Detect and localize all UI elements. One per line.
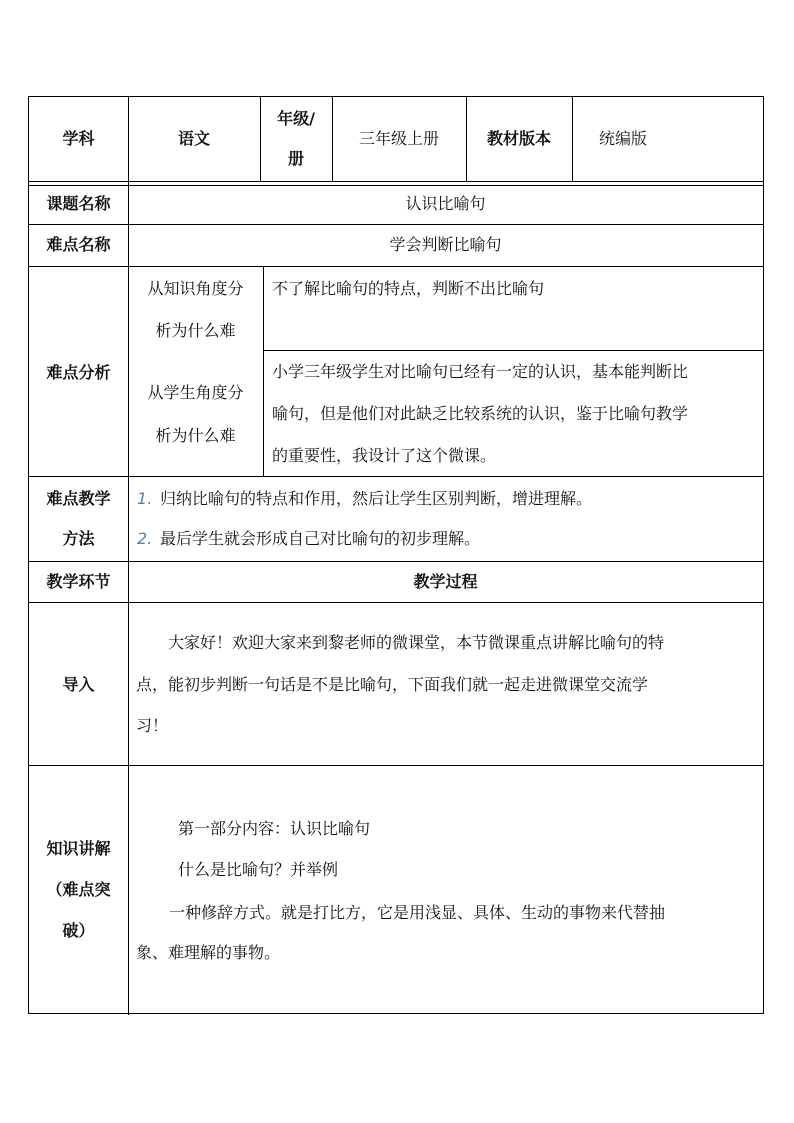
student-angle-label-line1: 从学生角度分 xyxy=(147,383,244,402)
student-angle-label-line2: 析为什么难 xyxy=(155,426,236,445)
row-divider xyxy=(29,185,763,186)
row-divider xyxy=(29,765,763,766)
edition-value: 统编版 xyxy=(599,129,648,148)
student-angle-text-line: 喻句，但是他们对此缺乏比较系统的认识，鉴于比喻句教学 xyxy=(272,404,689,423)
subject-label: 学科 xyxy=(62,129,95,148)
subject-value: 语文 xyxy=(177,129,210,148)
grade-label-line1: 年级/ xyxy=(277,109,315,128)
intro-text-line: 大家好！欢迎大家来到黎老师的微课堂，本节微课重点讲解比喻句的特 xyxy=(168,633,665,652)
method-item-text: 最后学生就会形成自己对比喻句的初步理解。 xyxy=(160,529,481,548)
method-item-number: 2. xyxy=(137,529,153,548)
row-divider xyxy=(29,476,763,477)
intro-text-line: 点，能初步判断一句话是不是比喻句，下面我们就一起走进微课堂交流学 xyxy=(136,675,649,694)
edition-label: 教材版本 xyxy=(486,129,551,148)
intro-text-line: 习！ xyxy=(136,716,169,735)
row-divider xyxy=(263,350,763,351)
row-divider xyxy=(29,602,763,603)
lesson-plan-table xyxy=(28,96,764,1014)
row-divider xyxy=(29,561,763,562)
difficulty-label: 难点名称 xyxy=(46,235,111,254)
knowledge-text-line: 一种修辞方式。就是打比方，它是用浅显、具体、生动的事物来代替抽 xyxy=(169,903,666,922)
knowledge-text-line: 第一部分内容：认识比喻句 xyxy=(178,819,371,838)
grade-value: 三年级上册 xyxy=(358,129,439,148)
knowledge-angle-text: 不了解比喻句的特点，判断不出比喻句 xyxy=(272,279,545,298)
row-divider xyxy=(29,224,763,225)
knowledge-text-line: 象、难理解的事物。 xyxy=(136,943,281,962)
method-item-text: 归纳比喻句的特点和作用，然后让学生区别判断，增进理解。 xyxy=(160,489,593,508)
method-label-line1: 难点教学 xyxy=(46,489,111,508)
student-angle-text-line: 的重要性，我设计了这个微课。 xyxy=(272,446,497,465)
grade-label-line2: 册 xyxy=(287,149,304,168)
knowledge-label-line2: （难点突 xyxy=(46,880,111,899)
row-divider xyxy=(29,266,763,267)
knowledge-text-line: 什么是比喻句？并举例 xyxy=(178,860,339,879)
method-item-number: 1. xyxy=(137,489,153,508)
analysis-label: 难点分析 xyxy=(46,363,111,382)
student-angle-text-line: 小学三年级学生对比喻句已经有一定的认识，基本能判断比 xyxy=(272,362,689,381)
intro-label: 导入 xyxy=(62,675,95,694)
knowledge-angle-label-line1: 从知识角度分 xyxy=(147,279,244,298)
row-divider xyxy=(29,181,763,182)
topic-value: 认识比喻句 xyxy=(405,194,486,213)
knowledge-angle-label-line2: 析为什么难 xyxy=(155,321,236,340)
knowledge-label-line1: 知识讲解 xyxy=(46,839,111,858)
column-divider xyxy=(572,97,573,181)
method-label-line2: 方法 xyxy=(62,529,95,548)
topic-label: 课题名称 xyxy=(46,194,111,213)
process-header: 教学过程 xyxy=(413,572,478,591)
column-divider xyxy=(263,266,264,476)
difficulty-value: 学会判断比喻句 xyxy=(389,235,502,254)
stage-header: 教学环节 xyxy=(46,572,111,591)
knowledge-label-line3: 破） xyxy=(62,921,95,940)
